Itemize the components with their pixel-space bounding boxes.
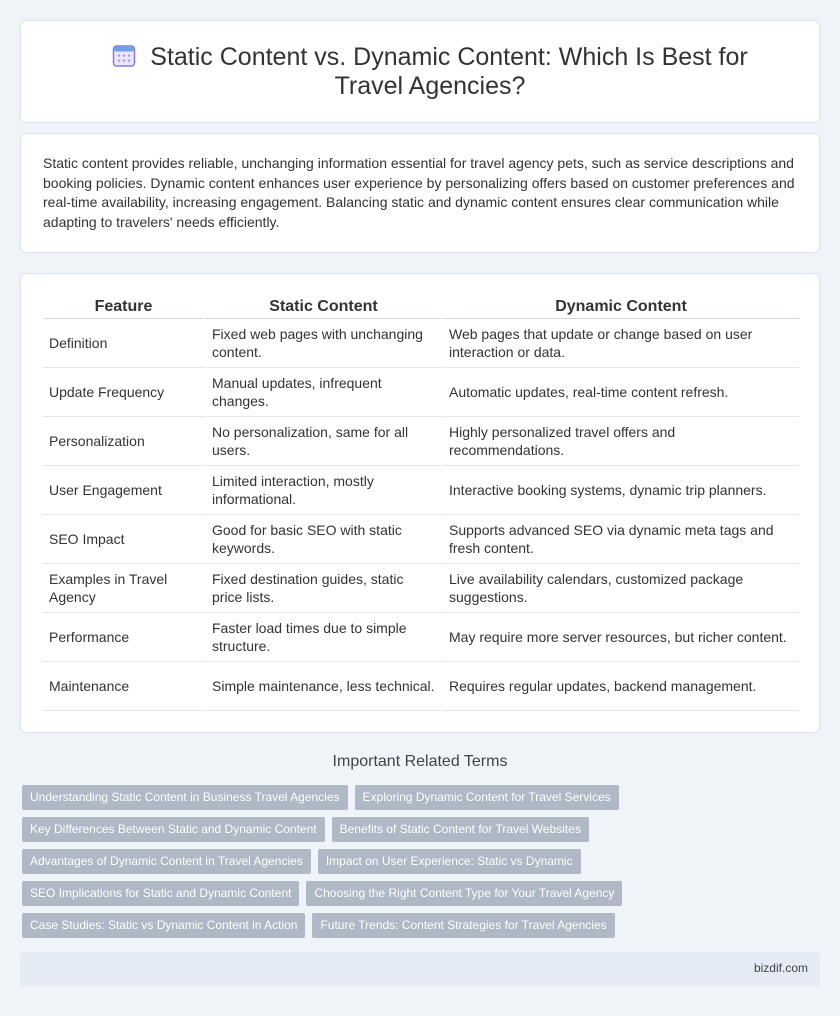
feature-cell: Definition [43, 318, 205, 367]
feature-cell: Examples in Travel Agency [43, 563, 205, 612]
feature-cell: SEO Impact [43, 514, 205, 563]
related-terms-heading: Important Related Terms [332, 753, 508, 770]
page-title-text: Static Content vs. Dynamic Content: Which Is Best for Travel Agencies? [150, 43, 748, 100]
static-cell: Fixed web pages with unchanging content. [205, 318, 442, 367]
dynamic-cell: Automatic updates, real-time content refresh. [442, 367, 799, 416]
static-cell: Limited interaction, mostly informational. [205, 465, 442, 514]
intro-paragraph: Static content provides reliable, unchanging information essential for travel agency pets, such as service descriptions and booking policies. Dynamic content enhances user experience by personalizing offers based on customer preferences and real-time availability, increasing engagement. Balancing static and dynamic content ensures clear communication while adapting to travelers' needs efficiently. [43, 155, 795, 230]
related-terms-list [22, 785, 822, 945]
dynamic-cell: Web pages that update or change based on user interaction or data. [442, 318, 799, 367]
related-term-tag[interactable]: Advantages of Dynamic Content in Travel Agencies [22, 849, 311, 874]
tag-row [22, 881, 822, 907]
table-row [43, 612, 799, 661]
related-term-tag[interactable]: Impact on User Experience: Static vs Dynamic [318, 849, 581, 874]
related-term-tag[interactable]: Understanding Static Content in Business Travel Agencies [22, 785, 348, 810]
footer-bar [20, 952, 820, 986]
table-row [43, 661, 799, 710]
feature-cell: Performance [43, 612, 205, 661]
tag-row [22, 849, 822, 875]
feature-cell: Personalization [43, 416, 205, 465]
comparison-table [43, 298, 799, 711]
calendar-icon [112, 44, 136, 68]
dynamic-cell: Requires regular updates, backend management. [442, 661, 799, 710]
header-dynamic: Dynamic Content [442, 298, 799, 318]
static-cell: Fixed destination guides, static price lists. [205, 563, 442, 612]
table-row [43, 465, 799, 514]
dynamic-cell: Supports advanced SEO via dynamic meta tags and fresh content. [442, 514, 799, 563]
static-cell: Manual updates, infrequent changes. [205, 367, 442, 416]
related-term-tag[interactable]: Exploring Dynamic Content for Travel Services [355, 785, 619, 810]
tag-row [22, 785, 822, 811]
dynamic-cell: May require more server resources, but richer content. [442, 612, 799, 661]
title-card [20, 20, 820, 123]
related-term-tag[interactable]: Choosing the Right Content Type for Your Travel Agency [306, 881, 622, 906]
feature-cell: Maintenance [43, 661, 205, 710]
feature-cell: Update Frequency [43, 367, 205, 416]
header-static: Static Content [205, 298, 442, 318]
table-row [43, 514, 799, 563]
related-term-tag[interactable]: Future Trends: Content Strategies for Travel Agencies [312, 913, 614, 938]
tag-row [22, 817, 822, 843]
feature-cell: User Engagement [43, 465, 205, 514]
dynamic-cell: Interactive booking systems, dynamic trip planners. [442, 465, 799, 514]
related-term-tag[interactable]: Benefits of Static Content for Travel Websites [332, 817, 589, 842]
static-cell: Good for basic SEO with static keywords. [205, 514, 442, 563]
related-term-tag[interactable]: Case Studies: Static vs Dynamic Content in Action [22, 913, 305, 938]
table-row [43, 416, 799, 465]
static-cell: Faster load times due to simple structure. [205, 612, 442, 661]
site-name[interactable]: bizdif.com [753, 961, 808, 975]
static-cell: Simple maintenance, less technical. [205, 661, 442, 710]
table-row [43, 318, 799, 367]
static-cell: No personalization, same for all users. [205, 416, 442, 465]
comparison-card [20, 273, 820, 733]
table-row [43, 563, 799, 612]
dynamic-cell: Highly personalized travel offers and recommendations. [442, 416, 799, 465]
tag-row [22, 913, 822, 939]
table-header-row [43, 298, 799, 318]
page-title [81, 43, 779, 101]
intro-card [20, 133, 820, 253]
header-feature: Feature [43, 298, 205, 318]
dynamic-cell: Live availability calendars, customized package suggestions. [442, 563, 799, 612]
related-term-tag[interactable]: SEO Implications for Static and Dynamic Content [22, 881, 299, 906]
related-term-tag[interactable]: Key Differences Between Static and Dynamic Content [22, 817, 325, 842]
table-row [43, 367, 799, 416]
